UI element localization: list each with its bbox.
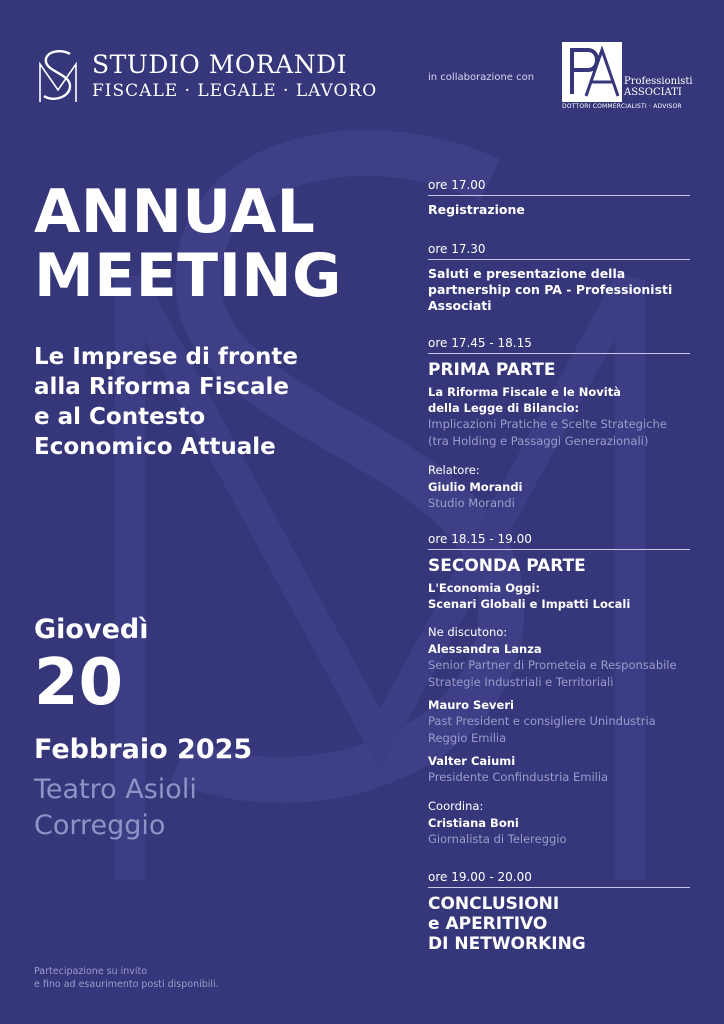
participation-note (34, 965, 219, 991)
subtitle-line-3: e al Contesto (34, 404, 206, 430)
slot-time: ore 17.45 - 18.15 (428, 336, 690, 354)
speaker-label: Relatore: (428, 463, 480, 477)
role-line: Strategie Industriali e Territoriali (428, 675, 614, 689)
topic-title (428, 384, 690, 416)
event-month-year: Febbraio 2025 (34, 734, 253, 765)
slot-title-line: partnership con PA - Professionisti (428, 282, 673, 297)
panel-label: Ne discutono: (428, 625, 508, 639)
subtitle-line-2: alla Riforma Fiscale (34, 374, 289, 400)
slot-time: ore 19.00 - 20.00 (428, 870, 690, 888)
moderator-role: Giornalista di Telereggio (428, 832, 567, 846)
closing-line: DI NETWORKING (428, 934, 586, 954)
slot-registration (428, 178, 690, 218)
partner-subtitle: DOTTORI COMMERCIALISTI · ADVISOR (562, 103, 682, 110)
part-heading: SECONDA PARTE (428, 556, 586, 576)
topic-description (428, 416, 690, 450)
topic-line: della Legge di Bilancio: (428, 401, 580, 415)
topic-title (428, 580, 690, 612)
closing-title (428, 894, 690, 954)
event-subtitle (34, 342, 374, 462)
subtitle-line-4: Economico Attuale (34, 434, 276, 460)
topic-line: La Riforma Fiscale e le Novità (428, 385, 621, 399)
panelist-name: Alessandra Lanza (428, 642, 542, 656)
event-title (34, 177, 342, 311)
panelist-role (428, 713, 690, 747)
title-line-1: ANNUAL (34, 177, 316, 247)
sm-monogram-icon (36, 48, 80, 104)
studio-morandi-logo (36, 48, 377, 104)
role-line: Past President e consigliere Unindustria (428, 714, 656, 728)
slot-time: ore 17.30 (428, 242, 690, 260)
footnote-line-2: e fino ad esaurimento posti disponibili. (34, 979, 219, 990)
moderator-name: Cristiana Boni (428, 816, 519, 830)
brand-name: STUDIO MORANDI (92, 50, 347, 79)
subtitle-line-1: Le Imprese di fronte (34, 344, 298, 370)
program-schedule (428, 178, 690, 954)
event-day-name: Giovedì (34, 614, 149, 645)
description-line: Implicazioni Pratiche e Scelte Strategiche (428, 417, 667, 431)
title-line-2: MEETING (34, 241, 342, 311)
slot-closing (428, 870, 690, 954)
venue-line-2: Correggio (34, 810, 166, 841)
slot-time: ore 18.15 - 19.00 (428, 532, 690, 550)
role-line: Reggio Emilia (428, 731, 507, 745)
brand-tagline: FISCALE · LEGALE · LAVORO (92, 81, 378, 101)
slot-second-part (428, 532, 690, 848)
topic-line: L'Economia Oggi: (428, 581, 540, 595)
slot-welcome (428, 242, 690, 314)
part-heading: PRIMA PARTE (428, 360, 556, 380)
closing-line: CONCLUSIONI (428, 894, 560, 914)
event-day-number: 20 (34, 646, 124, 720)
slot-title-line: Saluti e presentazione della (428, 266, 626, 281)
topic-line: Scenari Globali e Impatti Locali (428, 597, 631, 611)
event-venue (34, 772, 197, 844)
footnote-line-1: Partecipazione su invito (34, 966, 148, 977)
speaker-organization: Studio Morandi (428, 496, 515, 510)
slot-title: Registrazione (428, 202, 525, 217)
collaboration-text: in collaborazione con (428, 72, 535, 83)
panelist-name: Mauro Severi (428, 698, 514, 712)
panelist-role (428, 657, 690, 691)
pa-logo-box (562, 42, 622, 102)
panelist-role: Presidente Confindustria Emilia (428, 770, 609, 784)
slot-time: ore 17.00 (428, 178, 690, 196)
speaker-name: Giulio Morandi (428, 480, 523, 494)
slot-first-part (428, 336, 690, 512)
description-line: (tra Holding e Passaggi Generazionali) (428, 434, 649, 448)
partner-name-line2: ASSOCIATI (624, 87, 682, 98)
venue-line-1: Teatro Asioli (34, 774, 197, 805)
slot-title (428, 266, 690, 314)
slot-title-line: Associati (428, 298, 492, 313)
partner-name-line1: Professionisti (624, 76, 693, 87)
moderator-label: Coordina: (428, 799, 484, 813)
panelist-name: Valter Caiumi (428, 754, 516, 768)
pa-monogram-icon (562, 42, 622, 102)
role-line: Senior Partner di Prometeia e Responsabile (428, 658, 677, 672)
partner-logo (562, 42, 692, 114)
closing-line: e APERITIVO (428, 914, 548, 934)
